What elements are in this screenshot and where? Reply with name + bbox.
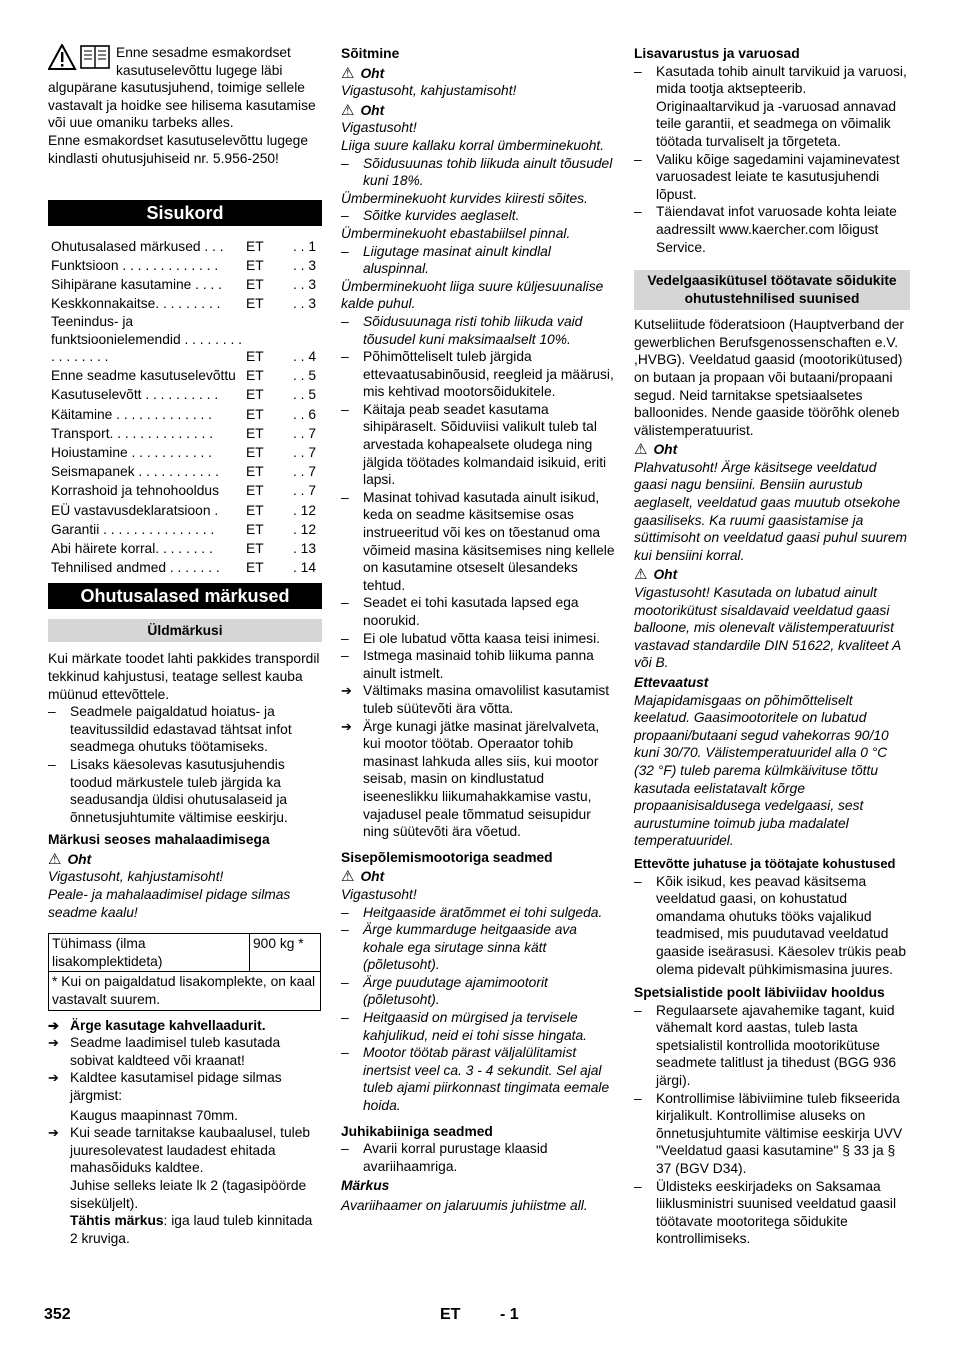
list-item: – Regulaarsete ajavahemike tagant, kuid vähemalt kord aastas, tuleb lasta spetsialistil kontrollida mootorikütuse seadmete talitlust ja tihedust (BGG 936 järgi). (634, 1002, 910, 1090)
intro-block (48, 44, 322, 167)
danger-text: Oht (67, 851, 92, 867)
important-text: : iga laud tuleb kinnitada 2 kruviga. (70, 1213, 313, 1246)
toc-row[interactable] (48, 313, 322, 366)
toc-row[interactable] (48, 275, 322, 294)
toc-row[interactable] (48, 558, 322, 577)
specialist-heading: Spetsialistide poolt läbiviidav hooldus (634, 985, 885, 1001)
toc-page: . . 7 (292, 464, 316, 480)
list-item: – Ärge kummarduge heitgaaside ava kohale ega sirutage sinna kätt (põletusoht). (341, 921, 615, 974)
weight-label: Tühimass (ilma lisakomplektideta) (49, 934, 250, 972)
danger-text: Oht (653, 567, 678, 583)
danger-label (634, 566, 910, 584)
toc-label: Transport. . . . . . . . . . . . . . (51, 425, 214, 441)
list-item: – Liigutage masinat ainult kindlal aluspinnal. (341, 243, 615, 278)
page-number: 352 (44, 1306, 71, 1323)
list-item: – Ärge puudutage ajamimootorit (põletusoht). (341, 974, 615, 1009)
arrow-item: ➔ Kaldtee kasutamisel pidage silmas järgmist: (48, 1069, 322, 1104)
toc-lang: ET (246, 277, 264, 293)
toc-table (48, 236, 322, 577)
warning-text: Peale- ja mahalaadimisel pidage silmas seadme kaalu! (48, 887, 291, 920)
list-item: – Mootor töötab pärast väljalülitamist inertsist veel ca. 3 - 4 sekundit. Sel ajal tuleb ajami piirkonnast tingimata eemale hoida. (341, 1044, 615, 1114)
footer-lang: ET (440, 1306, 461, 1323)
warning-triangle-icon: ⚠ (634, 441, 648, 459)
toc-page: . 12 (292, 502, 316, 518)
warning-text: Ümberminekuoht kurvides kiiresti sõites. (341, 190, 588, 206)
column-right (634, 44, 910, 1248)
general-heading: Üldmärkusi (48, 619, 322, 643)
toc-lang: ET (246, 349, 264, 365)
danger-label (341, 868, 615, 886)
danger-text: Oht (360, 869, 385, 885)
toc-label: Garantii . . . . . . . . . . . . . . . (51, 521, 215, 537)
toc-page: . . 3 (292, 296, 316, 312)
list-item: – Sõidusuunaga risti tohib liikuda vaid tõusudel kuni maksimaalselt 10%. (341, 313, 615, 348)
toc-page: . 13 (292, 540, 316, 556)
specialist-list (634, 1002, 910, 1248)
toc-row[interactable] (48, 404, 322, 423)
toc-page: . . 7 (292, 483, 316, 499)
list-item: – Kontrollimise läbiviimine tuleb fikseerida kirjalikult. Kontrollimise aluseks on õnnetusjuhtumite vältimise eeskirja UVV "Veeldatud gaasi kasutamine" § 33 ja § 37 (BGV D34). (634, 1090, 910, 1178)
toc-lang: ET (246, 238, 264, 254)
danger-label (48, 851, 322, 869)
toc-lang: ET (246, 483, 264, 499)
toc-page: . . 7 (292, 445, 316, 461)
toc-lang: ET (246, 502, 264, 518)
column-left (48, 44, 322, 1247)
toc-label: Seismapanek . . . . . . . . . . . (51, 464, 219, 480)
drive-heading: Sõitmine (341, 46, 400, 61)
toc-lang: ET (246, 521, 264, 537)
lpg-paragraph: Kutseliitude föderatsioon (Hauptverband der gewerblichen Berufsgenossenschaften e.V. ,HVBG). Veeldatud gaasid (mootorikütused) on butaan ja propaan või butaani/propaani segud. Neid tarnitakse spetsiaalsetes balloonides. Nende gaaside töörõhk oleneb välistemperatuurist. (634, 317, 904, 438)
cabin-heading: Juhikabiiniga seadmed (341, 1123, 493, 1139)
arrow-item: ➔ Ärge kasutage kahvellaadurit. (48, 1017, 322, 1035)
accessories-heading: Lisavarustus ja varuosad (634, 46, 800, 61)
warning-text: Vigastusoht, kahjustamisoht! (48, 869, 224, 885)
arrow-item: ➔ Vältimaks masina omavolilist kasutamist tuleb süütevõti ära võtta. (341, 682, 615, 717)
toc-page: . . 4 (292, 349, 316, 365)
toc-lang: ET (246, 560, 264, 576)
toc-row[interactable] (48, 538, 322, 557)
important-note (48, 1212, 322, 1247)
toc-lang: ET (246, 540, 264, 556)
footer-sub: - 1 (500, 1306, 519, 1323)
weight-value: 900 kg * (250, 934, 321, 972)
list-item: – Seadet ei tohi kasutada lapsed ega noorukid. (341, 594, 615, 629)
drive-rules-list (341, 348, 615, 682)
danger-label (341, 102, 615, 120)
surface-list (341, 243, 615, 278)
list-item: – Valiku kõige sagedamini vajaminevatest varuosadest leiate te kasutusjuhendi lõpust. (634, 151, 910, 204)
toc-row[interactable] (48, 462, 322, 481)
note-text: Avariihaamer on jalaruumis juhiistme all. (341, 1198, 588, 1213)
toc-row[interactable] (48, 385, 322, 404)
engine-list (341, 904, 615, 1115)
toc-label: Funktsioon . . . . . . . . . . . . . (51, 257, 219, 273)
list-item: – Heitgaaside äratõmmet ei tohi sulgeda. (341, 904, 615, 922)
toc-lang: ET (246, 464, 264, 480)
toc-row[interactable] (48, 366, 322, 385)
warning-text: Vigastusoht! Kasutada on lubatud ainult mootorikütust sisaldavaid veeldatud gaasi balloone, mis olenevalt välistemperatuurist vastavad standardile DIN 51622, kvaliteet A või B. (634, 585, 901, 671)
toc-row[interactable] (48, 500, 322, 519)
list-item: – Üldisteks eeskirjadeks on Saksamaa liiklusministri suunised veeldatud gaasil töötavate mootoritega sõidukite kontrollimiseks. (634, 1178, 910, 1248)
safety-heading: Ohutusalased märkused (48, 583, 322, 609)
danger-label (634, 441, 910, 459)
toc-label: Sihipärane kasutamine . . . . (51, 277, 223, 293)
warning-triangle-icon: ⚠ (634, 566, 648, 584)
toc-row[interactable] (48, 294, 322, 313)
warning-text: Vigastusoht, kahjustamisoht! (341, 83, 517, 99)
slope-list (341, 155, 615, 190)
toc-page: . . 5 (292, 368, 316, 384)
danger-label (341, 65, 615, 83)
toc-row[interactable] (48, 255, 322, 274)
warning-triangle-icon: ⚠ (341, 101, 355, 119)
list-item: – Käitaja peab seadet kasutama sihipäraselt. Sõiduviisi valikult tuleb tal arvestada kohapealsete oludega ning jälgida töötades kolmandaid isikuid, eriti lapsi. (341, 401, 615, 489)
toc-lang: ET (246, 425, 264, 441)
caution-label: Ettevaatust (634, 675, 709, 690)
list-item: – Põhimõtteliselt tuleb järgida ettevaatusabinõusid, reegleid ja määrusi, mis kehtivad mootorsõidukitele. (341, 348, 615, 401)
toc-label: Ohutusalased märkused . . . (51, 238, 224, 254)
warning-text: Plahvatusoht! Ärge käsitsege veeldatud gaasi nagu bensiini. Bensiin aurustub aeglaselt, veeldatud gaas muutub otsekohe gaasiliseks. Ka ruumi gaasistamise ja süttimisoht on veeldatud gaasi puhul suurem kui bensiini korral. (634, 459, 908, 563)
toc-page: . . 7 (292, 425, 316, 441)
danger-text: Oht (653, 442, 678, 458)
toc-label: Korrashoid ja tehnohooldus (51, 483, 219, 499)
warning-triangle-icon: ⚠ (341, 64, 355, 82)
engine-heading: Sisepõlemismootoriga seadmed (341, 849, 553, 865)
toc-lang: ET (246, 296, 264, 312)
list-item: – Heitgaasid on mürgised ja tervisele kahjulikud, neid ei tohi sisse hingata. (341, 1009, 615, 1044)
instruction-ref: Juhise selleks leiate lk 2 (tagasipöörde siseküljelt). (70, 1177, 307, 1211)
danger-text: Oht (360, 65, 385, 81)
toc-label: Teenindus- ja funktsioonielemendid . . . . . . . . . . . . . . . . (51, 313, 242, 365)
toc-page: . . 5 (292, 387, 316, 403)
toc-page: . 14 (292, 560, 316, 576)
toc-row[interactable] (48, 442, 322, 461)
toc-page: . 12 (292, 521, 316, 537)
toc-page: . . 3 (292, 257, 316, 273)
toc-label: Enne seadme kasutuselevõttu (51, 368, 236, 384)
arrow-item: ➔ Seadme laadimisel tuleb kasutada sobivat kaldteed või kraanat! (48, 1034, 322, 1069)
list-item: – Masinat tohivad kasutada ainult isikud, keda on seadme käsitsemise osas instrueeritud või kes on tõestanud oma võimeid masina käsitsemises ning kellele on kasutamine otseselt ülesandeks tehtud. (341, 489, 615, 595)
arrow-item: ➔ Ärge kunagi jätke masinat järelvalveta, kui mootor töötab. Operaator tohib masinast lahkuda alles siis, kui mootor seisab, masin on kindlustatud iseeneslikku liikumahakkamise vastu, vajadusel peale tõmmatud seisupidur ning süütevõti ära võetud. (341, 718, 615, 841)
manual-book-icon (81, 46, 109, 68)
list-item: – Kasutada tohib ainult tarvikuid ja varuosi, mida tootja aktsepteerib. Originaaltarvikud ja -varuosad annavad teile garantii, et seadmega on võimalik töötada turvaliselt ja tõrgeteta. (634, 63, 910, 151)
warning-text: Liiga suure kallaku korral ümberminekuoht. (341, 137, 605, 153)
list-item: – Kõik isikud, kes peavad käsitsema veeldatud gaasi, on kohustatud omandama ohutuks tööks vajalikud teadmised, mis puudutavad veeldatud gaaside iseärasusi. Käesolev trükis peab olema pidevalt pühkimismasina juures. (634, 873, 910, 979)
list-item: – Seadmele paigaldatud hoiatus- ja teavitussildid edastavad tähtsat infot seadmega ohutuks töötamiseks. (48, 703, 322, 756)
toc-page: . . 1 (292, 238, 316, 254)
side-slope-list (341, 313, 615, 348)
ramp-distance: Kaugus maapinnast 70mm. (70, 1107, 238, 1123)
intro-safety-note: Enne esmakordset kasutuselevõttu lugege kindlasti ohutusjuhiseid nr. 5.956-250! (48, 132, 309, 166)
toc-label: Käitamine . . . . . . . . . . . . . (51, 406, 213, 422)
cabin-list (341, 1140, 615, 1175)
toc-lang: ET (246, 445, 264, 461)
toc-row[interactable] (48, 519, 322, 538)
weight-note: * Kui on paigaldatud lisakomplekte, on kaal vastavalt suurem. (49, 972, 321, 1010)
toc-label: Keskkonnakaitse. . . . . . . . . (51, 296, 221, 312)
toc-page: . . 6 (292, 406, 316, 422)
warning-text: Vigastusoht! (341, 886, 417, 902)
list-item: – Ei ole lubatud võtta kaasa teisi inimesi. (341, 630, 615, 648)
general-list (48, 703, 322, 826)
toc-heading: Sisukord (48, 200, 322, 226)
warning-text: Ümberminekuoht liiga suure küljesuunalise kalde puhul. (341, 278, 604, 312)
list-item: – Sõidusuunas tohib liikuda ainult tõusudel kuni 18%. (341, 155, 615, 190)
toc-lang: ET (246, 368, 264, 384)
toc-label: Tehnilised andmed . . . . . . . (51, 560, 220, 576)
general-paragraph: Kui märkate toodet lahti pakkides transpordil tekkinud kahjustusi, teatage sellest kauba müünud ettevõttele. (48, 651, 320, 702)
toc-label: Abi häirete korral. . . . . . . . (51, 540, 213, 556)
curve-list (341, 207, 615, 225)
toc-lang: ET (246, 387, 264, 403)
warning-book-icons (48, 44, 114, 70)
toc-lang: ET (246, 257, 264, 273)
warning-triangle-icon (48, 44, 112, 70)
toc-label: EÜ vastavusdeklaratsioon . (51, 502, 219, 518)
accessories-list (634, 63, 910, 257)
weight-table (48, 933, 321, 1010)
important-label: Tähtis märkus (70, 1213, 164, 1229)
note-label: Märkus (341, 1178, 390, 1194)
lpg-heading: Vedelgaasikütusel töötavate sõidukite ohutustehnilised suunised (634, 270, 910, 310)
toc-row[interactable] (48, 423, 322, 442)
list-item: – Täiendavat infot varuosade kohta leiate aadressilt www.kaercher.com lõigust Service. (634, 203, 910, 256)
caution-text: Majapidamisgaas on põhimõtteliselt keelatud. Gaasimootoritele on lubatud propaani/butaani segud vahekorras 90/10 kuni 30/70. Välistemperatuuridel alla 0 °C (32 °F) tuleb parema külmkäivituse tõttu kasutada eelistatavalt kõrge propaanisisaldusega vedelgaasi, sest aurustumine toimub juba madalatel temperatuuridel. (634, 692, 889, 849)
duty-list (634, 873, 910, 979)
toc-label: Hoiustamine . . . . . . . . . . . (51, 445, 213, 461)
arrow-item: ➔ Kui seade tarnitakse kaubaalusel, tuleb juuresolevatest laudadest ehitada mahasõiduks kaldtee. (48, 1124, 322, 1177)
column-middle (341, 44, 615, 1215)
list-item: – Lisaks käesolevas kasutusjuhendis toodud märkustele tuleb järgida ka seadusandja üldisi ohutusalaseid ja õnnetusjuhtumite vältimise eeskirju. (48, 756, 322, 826)
intro-paragraph: Enne sesadme esmakordset kasutuselevõttu lugege läbi algupärane kasutusjuhend, toimige sellele vastavalt ja hoidke see hilisema kasutamise või uue omaniku tarbeks alles. (48, 45, 316, 131)
list-item: – Sõitke kurvides aeglaselt. (341, 207, 615, 225)
unload-heading: Märkusi seoses mahalaadimisega (48, 832, 270, 848)
danger-text: Oht (360, 102, 385, 118)
duty-heading: Ettevõtte juhatuse ja töötajate kohustused (634, 855, 896, 871)
toc-row[interactable] (48, 481, 322, 500)
list-item: – Istmega masinaid tohib liikuma panna ainult istmelt. (341, 647, 615, 682)
warning-text: Ümberminekuoht ebastabiilsel pinnal. (341, 225, 571, 241)
toc-lang: ET (246, 406, 264, 422)
toc-row[interactable] (48, 236, 322, 255)
toc-page: . . 3 (292, 277, 316, 293)
toc-label: Kasutuselevõtt . . . . . . . . . . (51, 387, 219, 403)
warning-text: Vigastusoht! (341, 120, 417, 136)
warning-triangle-icon: ⚠ (341, 868, 355, 886)
warning-triangle-icon: ⚠ (48, 850, 62, 868)
list-item: – Avarii korral purustage klaasid avariihaamriga. (341, 1140, 615, 1175)
